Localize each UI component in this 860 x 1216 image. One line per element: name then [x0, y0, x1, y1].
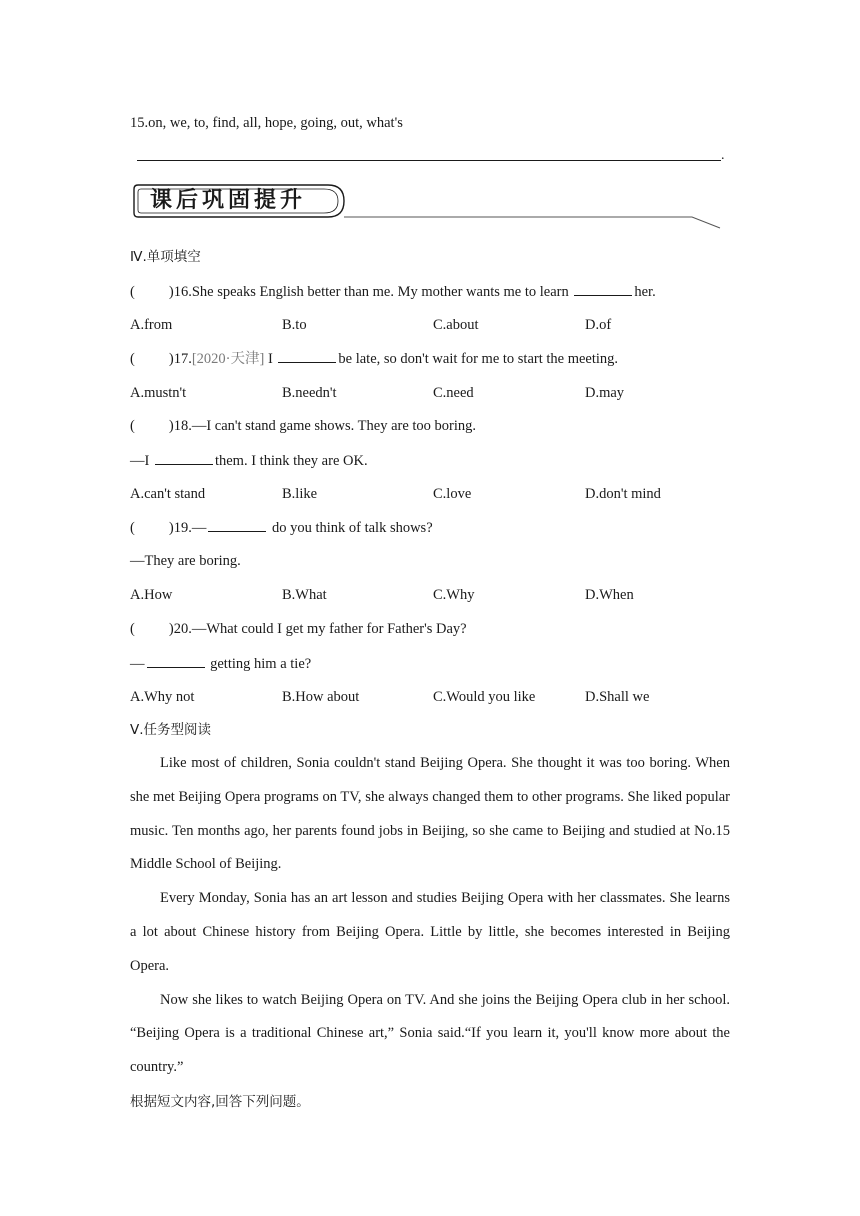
- question-17-option-d[interactable]: D.may: [585, 385, 625, 401]
- question-17-close-paren: ): [168, 351, 174, 367]
- question-19-open-paren: (: [130, 520, 135, 536]
- question-16: [130, 282, 656, 301]
- question-16-number: 16.: [173, 284, 192, 300]
- question-20: [130, 620, 467, 638]
- question-16-blank[interactable]: [574, 282, 632, 296]
- section-v-heading: Ⅴ.任务型阅读: [130, 722, 212, 738]
- question-19: [130, 518, 433, 537]
- answer-line-end-dot: .: [721, 148, 725, 163]
- question-20-dash: —: [130, 656, 145, 672]
- question-20-blank[interactable]: [147, 654, 205, 668]
- question-18-option-d[interactable]: D.don't mind: [585, 486, 661, 502]
- question-18-option-c[interactable]: C.love: [433, 486, 472, 502]
- question-18-blank[interactable]: [155, 451, 213, 465]
- question-16-option-d[interactable]: D.of: [585, 317, 612, 333]
- question-20-open-paren: (: [130, 621, 135, 637]
- question-17-stem: I: [264, 351, 277, 367]
- question-18-option-b[interactable]: B.like: [282, 486, 318, 502]
- question-19-option-b[interactable]: B.What: [282, 587, 327, 603]
- question-18-dialogue-line-2: [130, 451, 368, 470]
- answer-line-15[interactable]: [137, 160, 721, 161]
- question-20-stem: getting him a tie?: [206, 656, 312, 672]
- question-19-dash: —: [191, 520, 207, 536]
- question-16-option-c[interactable]: C.about: [433, 317, 479, 333]
- question-19-option-c[interactable]: C.Why: [433, 587, 475, 603]
- question-19-blank[interactable]: [208, 518, 266, 532]
- question-16-option-b[interactable]: B.to: [282, 317, 307, 333]
- question-16-stem-end: her.: [634, 284, 656, 300]
- question-17-stem-end: be late, so don't wait for me to start the meeting.: [338, 351, 619, 367]
- question-16-stem: She speaks English better than me. My mother wants me to learn: [191, 284, 573, 300]
- question-18-close-paren: ): [168, 418, 174, 434]
- section-iv-heading: Ⅳ.单项填空: [130, 249, 201, 265]
- question-19-option-d[interactable]: D.When: [585, 587, 634, 603]
- section-banner: [132, 183, 722, 231]
- question-18-stem-end: them. I think they are OK.: [214, 453, 368, 469]
- reading-instruction: 根据短文内容,回答下列问题。: [130, 1094, 310, 1110]
- passage-paragraph-3: Now she likes to watch Beijing Opera on TV. And she joins the Beijing Opera club in her school. “Beijing Opera is a traditional Chinese art,” Sonia said.“If you learn it, you'll know more about the country.”: [130, 991, 730, 1076]
- question-18-dialogue-line-1: —I can't stand game shows. They are too boring.: [191, 418, 477, 434]
- passage-paragraph-2: Every Monday, Sonia has an art lesson and studies Beijing Opera with her classmates. She learns a lot about Chinese history from Beijing Opera. Little by little, she becomes interested in Beijing Opera.: [130, 890, 730, 974]
- question-19-stem: do you think of talk shows?: [268, 520, 433, 536]
- question-18-stem: —I: [130, 453, 153, 469]
- question-18: [130, 417, 476, 435]
- question-18-open-paren: (: [130, 418, 135, 434]
- question-20-option-a[interactable]: A.Why not: [130, 689, 195, 705]
- question-18-number: 18.: [173, 418, 192, 434]
- question-20-close-paren: ): [168, 621, 174, 637]
- question-20-option-b[interactable]: B.How about: [282, 689, 360, 705]
- question-16-option-a[interactable]: A.from: [130, 317, 173, 333]
- question-19-number: 19.: [173, 520, 192, 536]
- question-16-close-paren: ): [168, 284, 174, 300]
- question-20-number: 20.: [173, 621, 192, 637]
- question-20-dialogue-line-1: —What could I get my father for Father's Day?: [191, 621, 467, 637]
- question-20-option-d[interactable]: D.Shall we: [585, 689, 650, 705]
- question-20-dialogue-line-2: [130, 654, 311, 673]
- question-17-option-c[interactable]: C.need: [433, 385, 474, 401]
- reading-passage: [130, 747, 730, 1085]
- question-20-option-c[interactable]: C.Would you like: [433, 689, 536, 705]
- question-17: [130, 349, 618, 368]
- banner-title: 课后巩固提升: [150, 188, 307, 213]
- question-17-open-paren: (: [130, 351, 135, 367]
- question-17-option-b[interactable]: B.needn't: [282, 385, 337, 401]
- question-17-source-tag: [2020·天津]: [191, 351, 265, 367]
- question-18-option-a[interactable]: A.can't stand: [130, 486, 206, 502]
- question-19-option-a[interactable]: A.How: [130, 587, 173, 603]
- question-17-blank[interactable]: [278, 349, 336, 363]
- question-19-close-paren: ): [168, 520, 174, 536]
- question-19-dialogue-line-2: —They are boring.: [130, 553, 241, 569]
- question-16-open-paren: (: [130, 284, 135, 300]
- question-17-option-a[interactable]: A.mustn't: [130, 385, 187, 401]
- question-17-number: 17.: [173, 351, 192, 367]
- question-15-words: 15.on, we, to, find, all, hope, going, out, what's: [130, 115, 403, 131]
- passage-paragraph-1: Like most of children, Sonia couldn't stand Beijing Opera. She thought it was too boring. When she met Beijing Opera programs on TV, she always changed them to other programs. She liked popular music. Ten months ago, her parents found jobs in Beijing, so she came to Beijing and studied at No.15 Middle School of Beijing.: [130, 755, 730, 873]
